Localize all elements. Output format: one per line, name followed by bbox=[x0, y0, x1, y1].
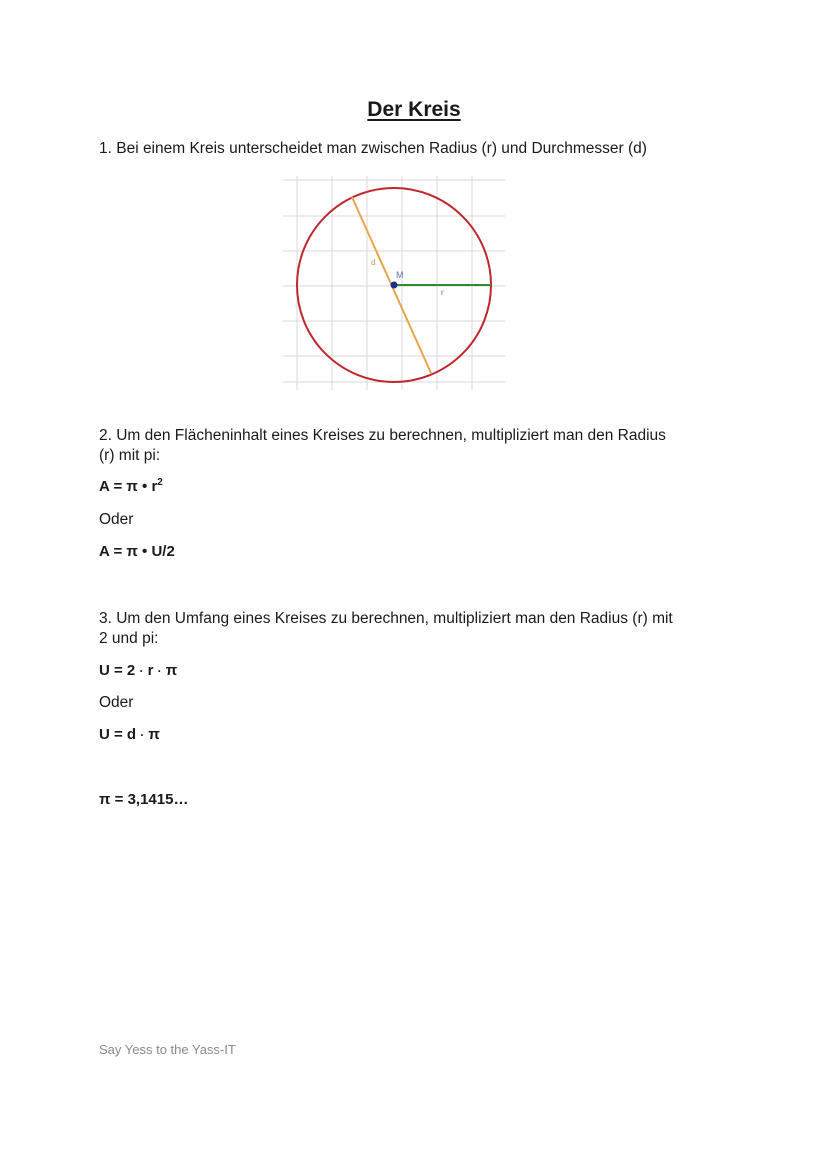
page-title: Der Kreis bbox=[367, 98, 461, 121]
center-point bbox=[391, 282, 398, 289]
area-formula-1: A = π • $r^2$ bbox=[99, 477, 163, 495]
label-r: r bbox=[441, 288, 444, 297]
section3-text-line1: 3. Um den Umfang eines Kreises zu berechnen, multipliziert man den Radius (r) mit bbox=[99, 610, 673, 627]
area-formula-2: A = π • U/2 bbox=[99, 543, 175, 560]
circle-figure bbox=[283, 176, 505, 390]
oder-text-2: Oder bbox=[99, 694, 134, 711]
section1-text: 1. Bei einem Kreis unterscheidet man zwischen Radius (r) und Durchmesser (d) bbox=[99, 140, 647, 157]
footer-text: Say Yess to the Yass-IT bbox=[99, 1042, 236, 1057]
section2-text-line2: (r) mit pi: bbox=[99, 447, 161, 464]
label-m: M bbox=[396, 270, 404, 280]
label-d: d bbox=[371, 258, 376, 267]
oder-text-1: Oder bbox=[99, 511, 134, 528]
circumference-formula-2: U = d · π bbox=[99, 726, 160, 743]
section2-text-line1: 2. Um den Flächeninhalt eines Kreises zu berechnen, multipliziert man den Radius bbox=[99, 427, 666, 444]
pi-value: π = 3,1415… bbox=[99, 791, 189, 808]
circumference-formula-1: U = 2 · r · π bbox=[99, 662, 178, 679]
section3-text-line2: 2 und pi: bbox=[99, 630, 159, 647]
